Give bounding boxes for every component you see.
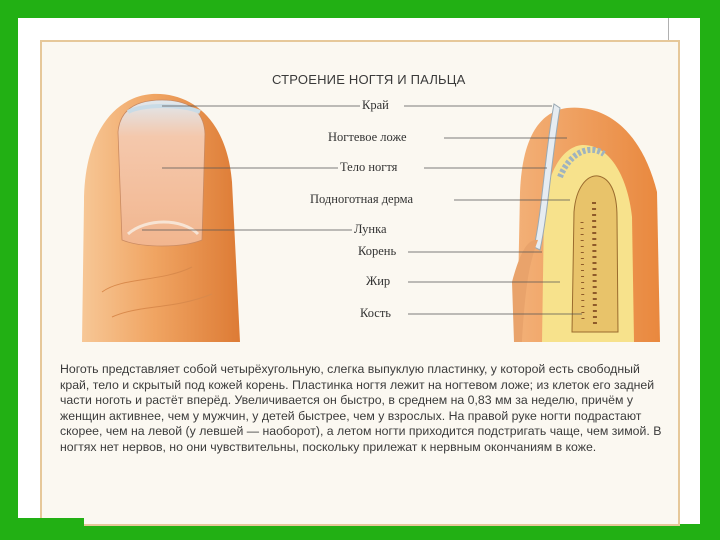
label-root: Корень (358, 244, 397, 258)
label-fat: Жир (366, 274, 391, 288)
label-bone: Кость (360, 306, 391, 320)
finger-cross-section (512, 104, 660, 342)
label-nail-body: Тело ногтя (340, 160, 398, 174)
label-nail-bed: Ногтевое ложе (328, 130, 407, 144)
bone-section (572, 176, 618, 332)
label-edge: Край (362, 98, 389, 112)
diagram-title: СТРОЕНИЕ НОГТЯ И ПАЛЬЦА (272, 72, 466, 87)
bottom-strip (18, 518, 84, 526)
nail-plate (118, 100, 205, 246)
description-text: Ноготь представляет собой четырёхугольную, слегка выпуклую пластинку, у которой есть свободный край, тело и скрытый под кожей корень. Пластинка ногтя лежит на ногтевом ложе; из клеток его задней части ноготь и растёт вперёд. Увеличивается он быстро, в среднем на 0,83 мм за неделю, причём у женщин активнее, чем у мужчин, у детей быстрее, чем у взрослых. На правой руке ногти подрастают скорее, чем на левой (у левшей — наоборот), а летом ногти приходится подстригать чаще, чем зимой. В ногтях нет нервов, но они чувствительны, поскольку прилежат к нервным окончаниям в коже. (60, 362, 662, 454)
label-lunula: Лунка (354, 222, 387, 236)
slide (18, 18, 700, 524)
textbook-figure (40, 40, 680, 526)
label-subungual-dermis: Подноготная дерма (310, 192, 414, 206)
finger-front-view (82, 94, 240, 342)
